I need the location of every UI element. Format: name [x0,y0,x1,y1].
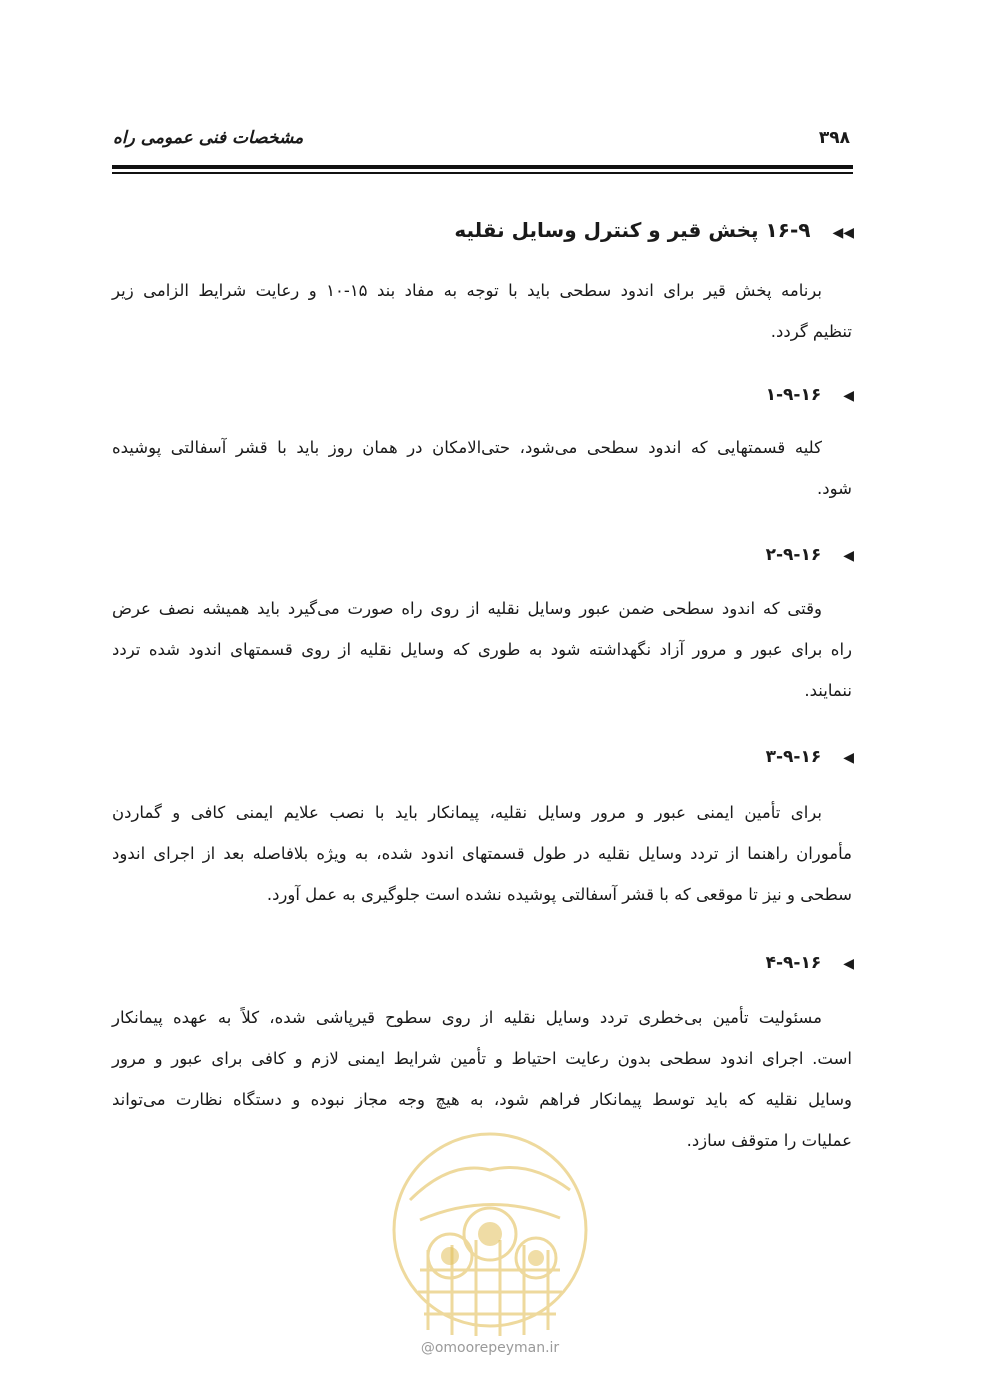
subsection-paragraph-1 [112,427,852,509]
section-heading [454,218,854,242]
subsection-heading-4 [766,953,854,973]
paragraph-line: عملیات را متوقف سازد. [686,1131,852,1150]
paragraph-line: راه برای عبور و مرور آزاد نگهداشته شود به طوری که وسایل نقلیه از روی قسمتهای اندود شده تردد [112,640,852,659]
paragraph-line: تنظیم گردد. [770,322,852,341]
watermark-seal-logo [390,1130,590,1340]
subsection-paragraph-3 [112,792,852,915]
subsection-paragraph-2 [112,588,852,711]
paragraph-line: است. اجرای اندود سطحی بدون رعایت احتیاط و تأمین شرایط ایمنی لازم و کافی برای عبور و مرور [112,1049,852,1068]
subsection-number: ۳-۹-۱۶ [765,747,822,767]
triangle-bullet-icon: ◀ [843,388,854,404]
header-rule-thin [112,172,853,174]
paragraph-line: مأموران راهنما از تردد وسایل نقلیه در طول قسمتهای اندود شده، به ویژه بلافاصله بعد از اجرای اندود [112,844,852,863]
subsection-number: ۲-۹-۱۶ [765,545,822,565]
paragraph-line: شود. [817,479,852,498]
subsection-heading-3 [766,747,854,767]
subsection-number: ۱-۹-۱۶ [765,385,822,405]
page-number: ۳۹۸ [818,128,850,148]
paragraph-line: مسئولیت تأمین بی‌خطری تردد وسایل نقلیه از روی سطوح قیرپاشی شده، کلاً به عهده پیمانکار [112,1008,822,1027]
section-title: ۱۶-۹ پخش قیر و کنترل وسایل نقلیه [454,218,811,242]
triangle-bullet-icon: ◀ [843,750,854,766]
watermark-url: @omoorepeyman.ir [420,1340,560,1356]
subsection-heading-2 [766,545,854,565]
paragraph-line: برنامه پخش قیر برای اندود سطحی باید با توجه به مفاد بند ۱۵-۱۰ و رعایت شرایط الزامی زیر [112,281,823,300]
paragraph-line: وسایل نقلیه که باید توسط پیمانکار فراهم شود، به هیچ وجه مجاز نبوده و دستگاه نظارت می‌تواند [112,1090,852,1109]
subsection-number: ۴-۹-۱۶ [765,953,822,973]
running-header-title: مشخصات فنی عمومی راه [113,128,304,148]
paragraph-line: برای تأمین ایمنی عبور و مرور وسایل نقلیه، پیمانکار باید با نصب علایم ایمنی کافی و گماردن [112,803,822,822]
paragraph-line: ننمایند. [804,681,852,700]
section-intro-paragraph [112,270,852,352]
paragraph-line: سطحی و نیز تا موقعی که با قشر آسفالتی پوشیده نشده است جلوگیری به عمل آورد. [266,885,852,904]
triangle-bullet-icon: ◀ [843,548,854,564]
header-rule-thick [112,165,853,169]
paragraph-line: کلیه قسمتهایی که اندود سطحی می‌شود، حتی‌الامکان در همان روز باید با قشر آسفالتی پوشیده [112,438,822,457]
triangle-bullet-icon: ◀ [843,956,854,972]
subsection-heading-1 [766,385,854,405]
double-triangle-bullet-icon: ◀◀ [832,225,854,241]
paragraph-line: وقتی که اندود سطحی ضمن عبور وسایل نقلیه از روی راه صورت می‌گیرد باید همیشه نصف عرض [112,599,822,618]
